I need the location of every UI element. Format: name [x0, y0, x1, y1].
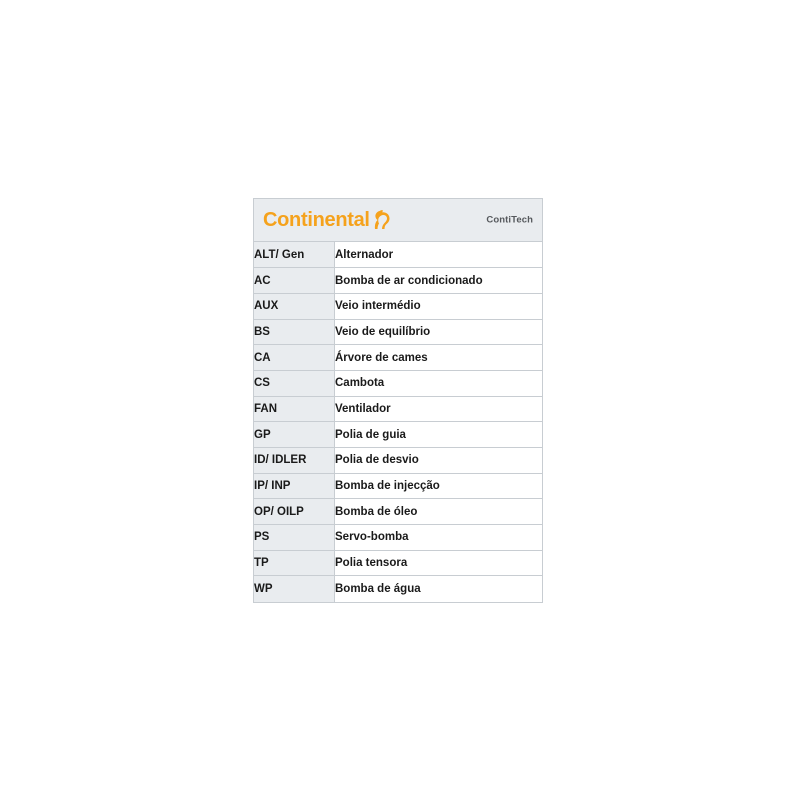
table-row [254, 370, 542, 396]
legend-abbr: TP [254, 550, 335, 576]
brand-header [254, 199, 542, 242]
legend-abbr: WP [254, 576, 335, 602]
horse-icon [373, 210, 390, 229]
legend-abbr: AUX [254, 293, 335, 319]
legend-desc: Bomba de óleo [335, 499, 543, 525]
legend-table [254, 242, 542, 602]
legend-abbr: ALT/ Gen [254, 242, 335, 268]
table-row [254, 242, 542, 268]
table-row [254, 473, 542, 499]
table-row [254, 525, 542, 551]
legend-desc: Bomba de ar condicionado [335, 268, 543, 294]
legend-desc: Servo-bomba [335, 525, 543, 551]
legend-abbr: PS [254, 525, 335, 551]
legend-desc: Polia de guia [335, 422, 543, 448]
legend-abbr: FAN [254, 396, 335, 422]
legend-desc: Polia de desvio [335, 448, 543, 474]
legend-abbr: BS [254, 319, 335, 345]
legend-abbr: CA [254, 345, 335, 371]
legend-abbr: ID/ IDLER [254, 448, 335, 474]
legend-abbr: CS [254, 370, 335, 396]
legend-abbr: OP/ OILP [254, 499, 335, 525]
legend-desc: Veio de equilíbrio [335, 319, 543, 345]
contitech-subbrand: ContiTech [486, 214, 533, 226]
legend-desc: Veio intermédio [335, 293, 543, 319]
table-row [254, 576, 542, 602]
table-row [254, 422, 542, 448]
table-row [254, 448, 542, 474]
table-row [254, 293, 542, 319]
legend-abbr: IP/ INP [254, 473, 335, 499]
legend-table-body [254, 242, 542, 602]
legend-desc: Alternador [335, 242, 543, 268]
table-row [254, 499, 542, 525]
table-row [254, 268, 542, 294]
table-row [254, 345, 542, 371]
brand-wordmark: Continental [263, 209, 370, 231]
legend-desc: Bomba de injecção [335, 473, 543, 499]
legend-desc: Bomba de água [335, 576, 543, 602]
table-row [254, 319, 542, 345]
legend-abbr: GP [254, 422, 335, 448]
table-row [254, 550, 542, 576]
continental-logo [263, 210, 390, 230]
table-row [254, 396, 542, 422]
legend-desc: Cambota [335, 370, 543, 396]
legend-card [253, 198, 543, 603]
legend-desc: Ventilador [335, 396, 543, 422]
legend-abbr: AC [254, 268, 335, 294]
legend-desc: Polia tensora [335, 550, 543, 576]
legend-desc: Árvore de cames [335, 345, 543, 371]
